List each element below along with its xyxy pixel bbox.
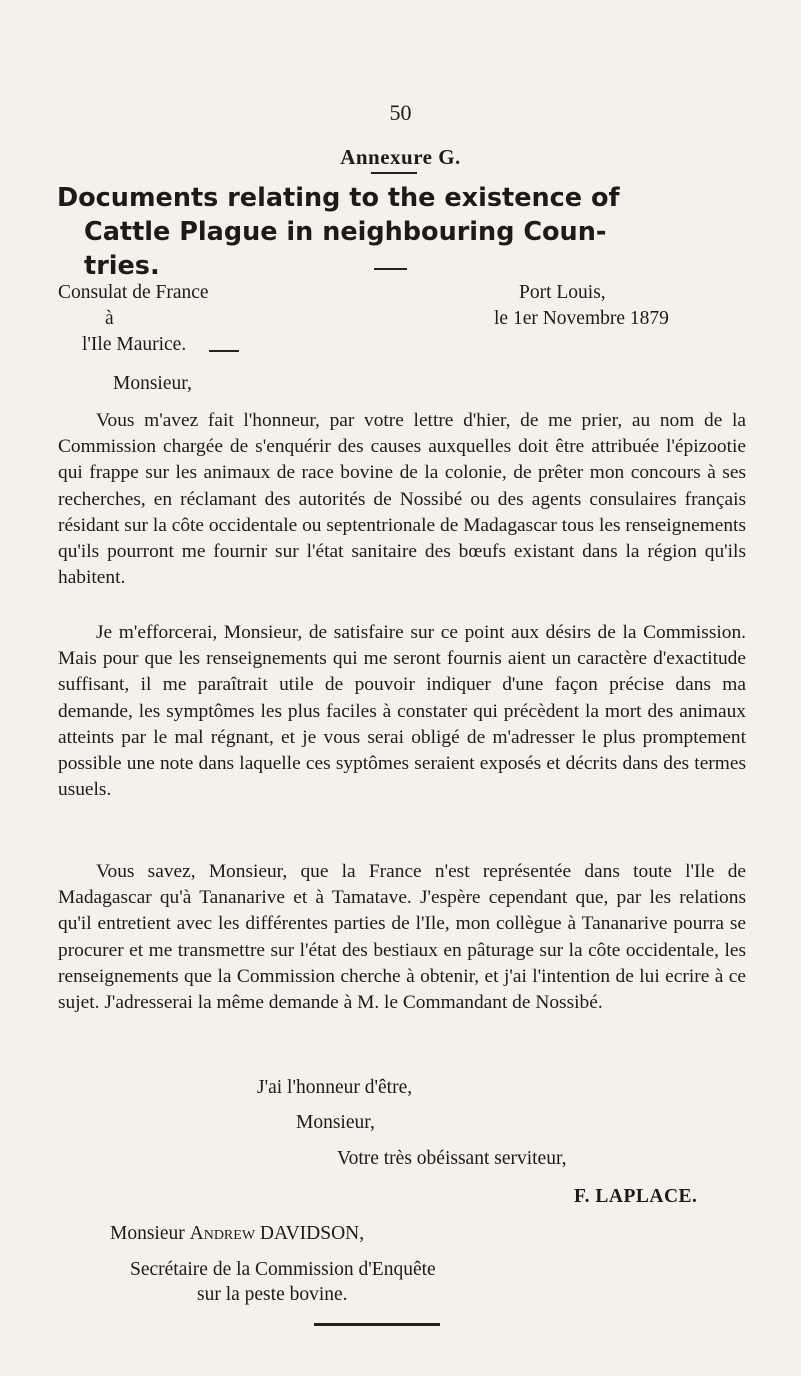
letter-date: le 1er Novembre 1879 xyxy=(494,308,669,329)
addressee-title: Secrétaire de la Commission d'Enquête xyxy=(130,1259,436,1280)
letter-paragraph-1: Vous m'avez fait l'honneur, par votre lettre d'hier, de me prier, au nom de la Commission chargée de s'enquérir des causes auxquelles doit être attribuée l'épizootie qui frappe sur les animaux de race bovine de la colonie, de prêter mon concours à ses recherches, en réclamant des autorités de Nossibé ou des agents consulaires français résidant sur la côte occidentale ou septentrionale de Madagascar tous les renseignements qu'ils pourront me fournir sur l'état sanitaire des bœufs existant dans la région qu'ils habitent. xyxy=(58,410,746,589)
addressee-prefix: Monsieur xyxy=(110,1223,185,1244)
addressee-last-name: DAVIDSON, xyxy=(259,1223,365,1244)
closing-formula: J'ai l'honneur d'être, xyxy=(257,1077,413,1098)
signature: F. LAPLACE. xyxy=(574,1186,698,1207)
letter-paragraph-3: Vous savez, Monsieur, que la France n'est représentée dans toute l'Ile de Madagascar qu'à Tananarive et à Tamatave. J'espère cependant que, par les relations qu'il entretient avec les différentes parties de l'Ile, mon collègue à Tananarive pourra se procurer et me transmettre sur l'état des bestiaux en pâturage sur la côte occidentale, les renseignements que la Commission cherche à obtenir, et j'ai l'intention de lui ecrire à ce sujet. J'adresserai la même demande à M. le Commandant de Nossibé. xyxy=(58,861,746,1014)
consulate-preposition: à xyxy=(105,308,114,329)
letter-paragraph-2: Je m'efforcerai, Monsieur, de satisfaire sur ce point aux désirs de la Commission. Mais pour que les renseignements qui me seront fournis aient un caractère d'exactitude suffisant, il me paraîtrait utile de pouvoir indiquer d'une façon précise dans ma demande, les symptômes les plus faciles à constater qui précèdent la mort des animaux atteints par le mal régnant, et je vous serai obligé de m'adresser le plus promptement possible une note dans laquelle ces syptômes seraient exposés et décrits dans des termes usuels. xyxy=(58,622,746,801)
closing-servant: Votre très obéissant serviteur, xyxy=(337,1148,567,1169)
annex-rule xyxy=(371,172,417,174)
consulate-name: Consulat de France xyxy=(58,282,209,303)
letter-header-left xyxy=(58,280,209,358)
title-line-3: tries. xyxy=(84,251,160,281)
document-title xyxy=(57,181,757,283)
addressee-first-name: Andrew xyxy=(189,1223,256,1244)
closing-salutation: Monsieur, xyxy=(296,1112,375,1133)
addressee-name xyxy=(110,1221,364,1247)
letter-place: Port Louis, xyxy=(519,282,606,303)
salutation: Monsieur, xyxy=(113,373,192,394)
letter-header-right xyxy=(494,280,669,332)
closing-rule xyxy=(314,1323,440,1326)
addressee-commission: sur la peste bovine. xyxy=(197,1284,348,1305)
annex-heading: Annexure G. xyxy=(340,145,461,169)
title-line-2: Cattle Plague in neighbouring Coun- xyxy=(84,217,607,247)
page-number: 50 xyxy=(389,100,412,125)
title-line-1: Documents relating to the existence of xyxy=(57,183,620,213)
title-rule xyxy=(374,268,407,270)
consulate-location: l'Ile Maurice. xyxy=(82,334,187,355)
header-rule xyxy=(209,350,239,352)
